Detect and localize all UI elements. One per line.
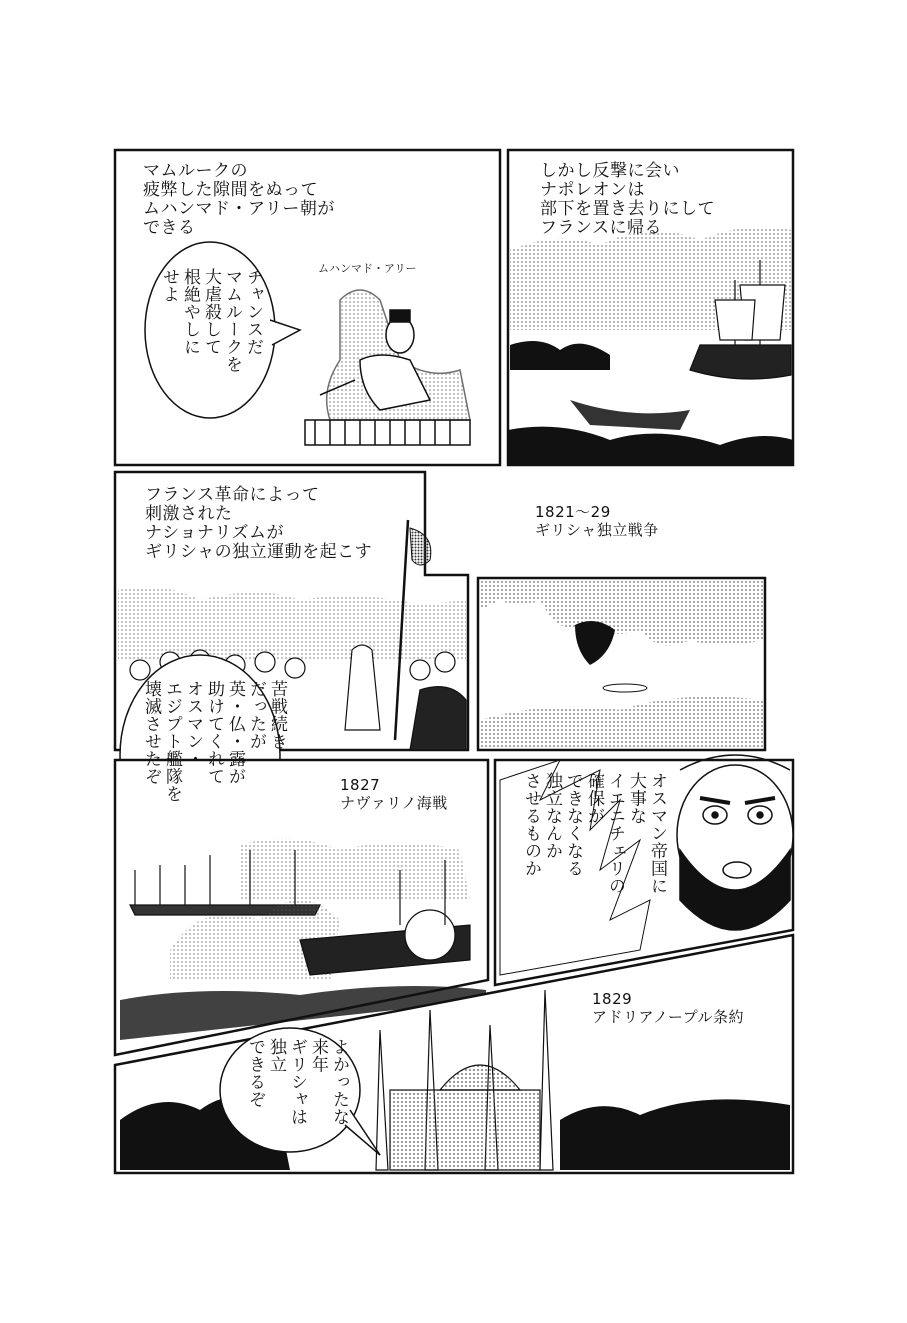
panel-6-speech: オスマン帝国に 大事な イエニチェリの 確保が できなくなる 独立なんか させるものか [521, 772, 667, 895]
panel-1-narration: マムルークの 疲弊した隙間をぬって ムハンマド・アリー朝が できる [143, 161, 335, 238]
panel-4-caption: 1821〜29 ギリシャ独立戦争 [535, 503, 659, 539]
panel-3-narration: フランス革命によって 刺激された ナショナリズムが ギリシャの独立運動を起こす [145, 485, 373, 562]
panel-7-speech: よかったな 来年 ギリシャは 独立 できるぞ [245, 1038, 349, 1126]
panel-5-caption: 1827 ナヴァリノ海戦 [340, 776, 448, 812]
muhammad-ali-name-label: ムハンマド・アリー [318, 262, 417, 275]
panel-7-caption: 1829 アドリアノープル条約 [592, 990, 745, 1026]
panel-1-speech: チャンスだ マムルークを 大虐殺して 根絶やしに せよ [159, 268, 263, 373]
panel-3-speech: 苦戦続き だったが 英・仏・露が 助けてくれて オスマン・ エジプト艦隊を 壊滅させたぞ [141, 680, 287, 803]
panel-2-narration: しかし反撃に会い ナポレオンは 部下を置き去りにして フランスに帰る [540, 161, 715, 238]
panel-4-map [478, 578, 765, 750]
